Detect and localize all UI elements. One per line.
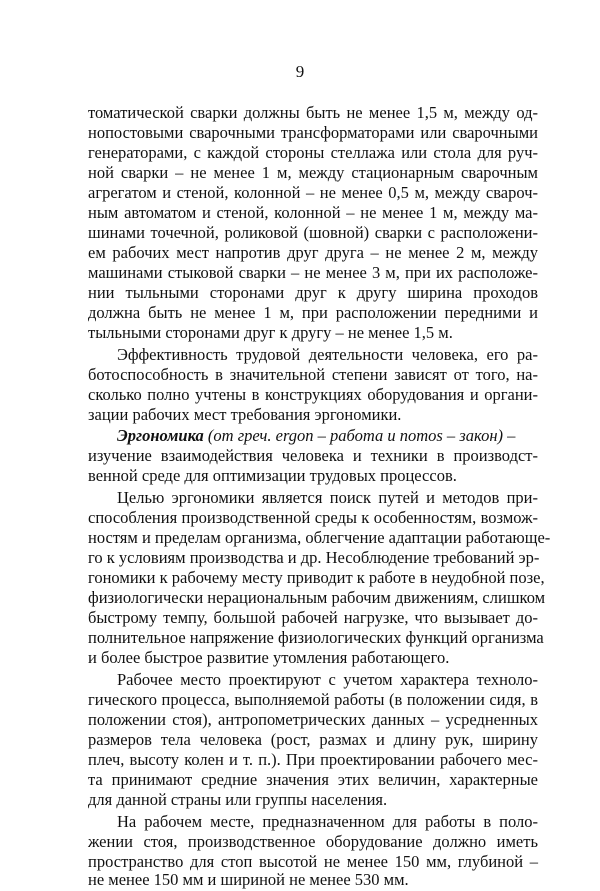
text-line: На рабочем месте, предназначенном для работы в поло- — [117, 812, 538, 831]
text-line: сколько полно учтены в конструкциях оборудования и органи- — [88, 385, 538, 404]
text-line: та принимают средние значения этих величин, характерные — [88, 770, 538, 789]
text-line: гономики к рабочему месту приводит к работе в неудобной позе, — [88, 568, 545, 587]
text-line: и более быстрое развитие утомления работающего. — [88, 648, 450, 667]
text-line: ботоспособность в значительной степени зависят от того, на- — [88, 365, 538, 384]
text-line: шинами точечной, роликовой (шовной) сварки с расположени- — [88, 223, 538, 242]
text-line: Эффективность трудовой деятельности человека, его ра- — [117, 345, 538, 364]
text-line: Целью эргономики является поиск путей и методов при- — [117, 488, 538, 507]
text-line: размеров тела человека (рост, размах и длину рук, ширину — [88, 730, 538, 749]
term-ergonomics: Эргономика — [117, 426, 204, 445]
text-line: физиологически нерациональным рабочим движениям, слишком — [88, 588, 546, 607]
text-line: нопостовыми сварочными трансформаторами или сварочными — [88, 123, 538, 142]
text-line: тыльными сторонами друг к другу – не менее 1,5 м. — [88, 323, 453, 342]
text-line: быстрому темпу, большой рабочей нагрузке, что вызывает до- — [88, 608, 538, 627]
text-line: машинами стыковой сварки – не менее 3 м, при их расположе- — [88, 263, 538, 282]
text-line: полнительное напряжение физиологических функций организма — [88, 628, 544, 647]
text-line: томатической сварки должны быть не менее 1,5 м, между од- — [88, 103, 538, 122]
text-line: зации рабочих мест требования эргономики. — [88, 405, 402, 424]
page-number: 9 — [295, 62, 305, 81]
text-line: ем рабочих мест напротив друг друга – не менее 2 м, между — [88, 243, 538, 262]
definition-dash: – — [503, 426, 516, 445]
text-line: ной сварки – не менее 1 м, между стационарным сварочным — [88, 163, 538, 182]
text-line: нии тыльными сторонами друг к другу ширина проходов — [88, 283, 538, 302]
text-line: способления производственной среды к особенностям, возмож- — [88, 508, 538, 527]
text-line: для данной страны или группы населения. — [88, 790, 388, 809]
text-line: должна быть не менее 1 м, при расположении передними и — [88, 303, 538, 322]
text-line: положении стоя), антропометрических данных – усредненных — [88, 710, 538, 729]
term-etymology: (от греч. ergon – работа и nomos – закон) — [207, 426, 503, 445]
text-line: изучение взаимодействия человека и техники в производст- — [88, 446, 538, 465]
text-line: жении стоя, производственное оборудование должно иметь — [88, 832, 538, 851]
text-line: пространство для стоп высотой не менее 150 мм, глубиной – — [88, 852, 538, 871]
text-line: агрегатом и стеной, колонной – не менее 0,5 м, между свароч- — [88, 183, 538, 202]
text-line: го к условиям производства и др. Несоблюдение требований эр- — [88, 548, 540, 567]
text-line: не менее 150 мм и шириной не менее 530 мм. — [88, 870, 409, 889]
text-line: Рабочее место проектируют с учетом характера техноло- — [117, 670, 538, 689]
definition-line — [117, 426, 538, 445]
text-line: плеч, высоту колен и т. п.). При проектировании рабочего мес- — [88, 750, 538, 769]
text-line: ным автоматом и стеной, колонной – не менее 1 м, между ма- — [88, 203, 538, 222]
text-line: ностям и пределам организма, облегчение адаптации работающе- — [88, 528, 551, 547]
text-line: гического процесса, выполняемой работы (в положении сидя, в — [88, 690, 538, 709]
text-line: венной среде для оптимизации трудовых процессов. — [88, 466, 457, 485]
text-line: генераторами, с каждой стороны стеллажа или стола для руч- — [88, 143, 538, 162]
